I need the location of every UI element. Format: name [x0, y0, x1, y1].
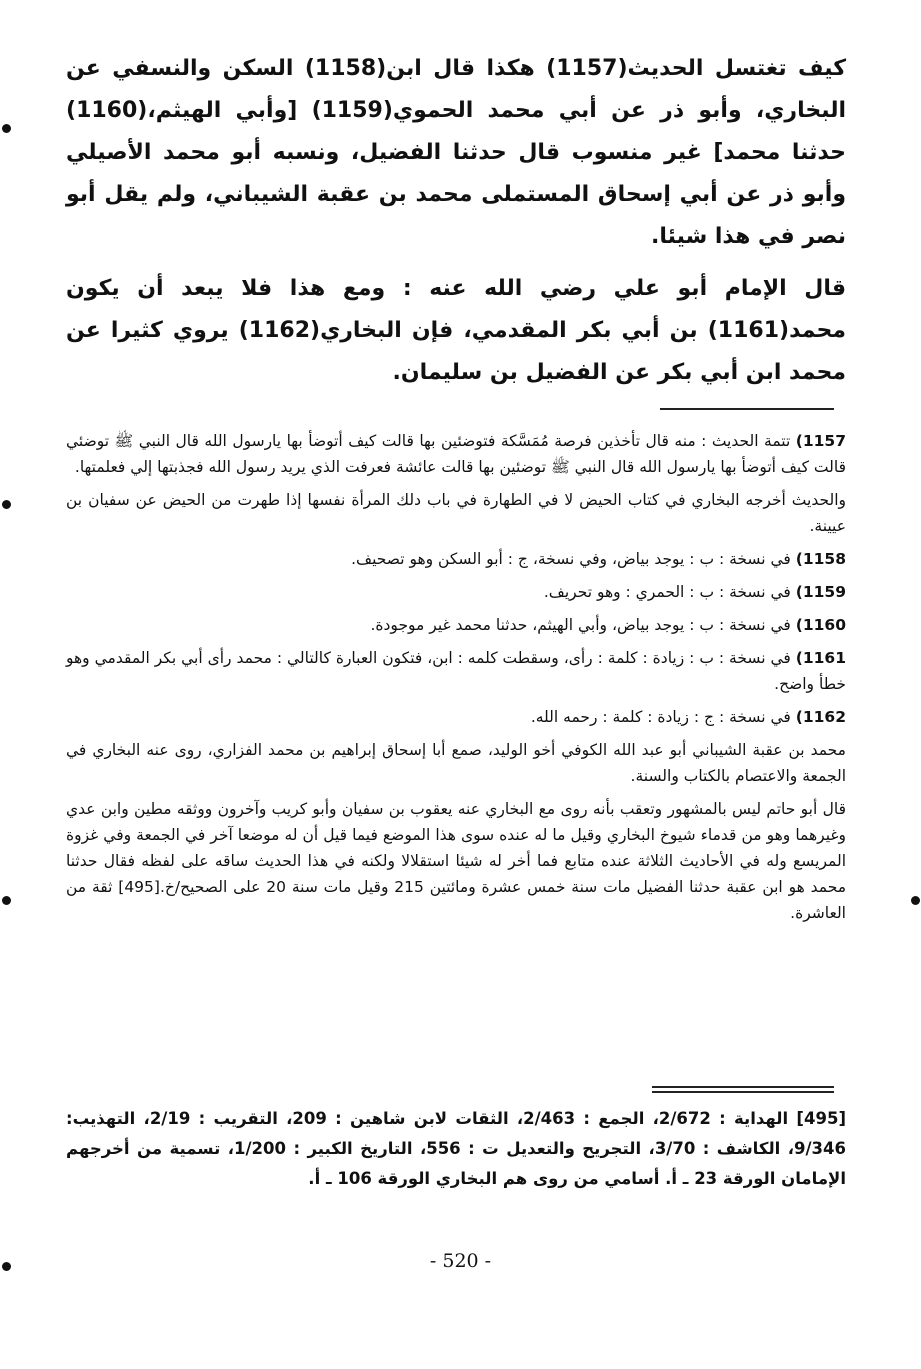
margin-mark: [2, 124, 11, 133]
footnote-1158: [66, 546, 846, 572]
footnote-number: 1162): [795, 708, 846, 726]
margin-mark: [2, 1262, 11, 1271]
margin-mark: [2, 500, 11, 509]
footnote-text: في نسخة : ب : الحمري : وهو تحريف.: [543, 583, 791, 601]
footnote-number: 1159): [795, 583, 846, 601]
footnote-text: في نسخة : ج : زيادة : كلمة : رحمه الله.: [530, 708, 791, 726]
footnote-number: 1157): [795, 432, 846, 450]
biography-note-continued: [66, 796, 846, 926]
footnote-1159: [66, 579, 846, 605]
margin-mark: [911, 896, 920, 905]
footnote-separator: [660, 408, 834, 410]
footnote-1160: [66, 612, 846, 638]
main-paragraph-2: قال الإمام أبو علي رضي الله عنه : ومع هذا فلا يبعد أن يكون محمد(1161) بن أبي بكر المقدمي، فإن البخاري(1162) يروي كثيرا عن محمد ابن أبي بكر عن الفضيل بن سليمان.: [66, 276, 847, 385]
references-separator: [652, 1086, 834, 1093]
footnote-number: 1160): [795, 616, 846, 634]
footnote-text: في نسخة : ب : زيادة : كلمة : رأى، وسقطت كلمه : ابن، فتكون العبارة كالتالي : محمد رأى أبي بكر المقدمي وهو خطأ واضح.: [66, 649, 846, 693]
footnote-text: تتمة الحديث : منه قال تأخذين فرصة مُمَسَّكة فتوضئين بها قالت كيف أتوضأ بها يارسول الله قال النبي ﷺ توضئي قالت كيف أتوضأ بها يارسول الله قال النبي ﷺ توضئين بها قالت عائشة فعرفت الذي يريد رسول الله فجذبتها إلي فعلمتها.: [66, 432, 846, 476]
footnote-text: في نسخة : ب : يوجد بياض، وفي نسخة، ج : أبو السكن وهو تصحيف.: [351, 550, 791, 568]
footnote-1162: [66, 704, 846, 730]
footnote-text: والحديث أخرجه البخاري في كتاب الحيض لا في الطهارة في باب دلك المرأة نفسها إذا طهرت من الحيض عن سفيان بن عيينة.: [66, 491, 846, 535]
footnote-number: 1158): [795, 550, 846, 568]
footnote-number: 1161): [795, 649, 846, 667]
footnote-1157-continued: [66, 487, 846, 539]
margin-mark: [2, 896, 11, 905]
footnotes: [66, 428, 846, 933]
biography-note: [66, 737, 846, 789]
footnote-text: قال أبو حاتم ليس بالمشهور وتعقب بأنه روى مع البخاري عنه يعقوب بن سفيان وأبو كريب وآخرون ووثقه مطين وابن عدي وغيرهما وهو من قدماء شيوخ البخاري وقيل ما له عنده سوى هذا الموضع فيما قيل أن له موضعا آخر في الجمعة وفي غزوة المريسع وله في الأحاديث الثلاثة عنده متابع فما أخر له شيئا استقلالا ولكنه في هذا الحديث ساقه على لفظه فقال حدثنا محمد هو ابن عقبة حدثنا الفضيل مات سنة خمس عشرة ومائتين 215 وقيل مات سنة 20 على الصحيح/خ.[495] ثقة من العاشرة.: [66, 800, 847, 922]
page-number: - 520 -: [429, 1250, 492, 1272]
footnote-1157: [66, 428, 846, 480]
footnote-text: في نسخة : ب : يوجد بياض، وأبي الهيثم، حدثنا محمد غير موجودة.: [370, 616, 791, 634]
main-text: [66, 48, 846, 404]
references: [495] الهداية : 2/672، الجمع : 2/463، الثقات لابن شاهين : 209، التقريب : 2/19، التهذيب: 9/346، الكاشف : 3/70، التجريح والتعديل ت : 556، التاريخ الكبير : 1/200، تسمية من أخرجهم الإمامان الورقة 23 ـ أ. أسامي من روى هم البخاري الورقة 106 ـ أ.: [66, 1109, 846, 1188]
footnote-1161: [66, 645, 846, 697]
main-paragraph-1: كيف تغتسل الحديث(1157) هكذا قال ابن(1158) السكن والنسفي عن البخاري، وأبو ذر عن أبي محمد الحموي(1159) [وأبي الهيثم،(1160) حدثنا محمد] غير منسوب قال حدثنا الفضيل، ونسبه أبو محمد الأصيلي وأبو ذر عن أبي إسحاق المستملى محمد بن عقبة الشيباني، ولم يقل أبو نصر في هذا شيئا.: [66, 56, 846, 249]
footnote-text: محمد بن عقبة الشيباني أبو عبد الله الكوفي أخو الوليد، صمع أبا إسحاق إبراهيم بن محمد الفزاري، روى عنه البخاري في الجمعة والاعتصام بالكتاب والسنة.: [66, 741, 846, 785]
